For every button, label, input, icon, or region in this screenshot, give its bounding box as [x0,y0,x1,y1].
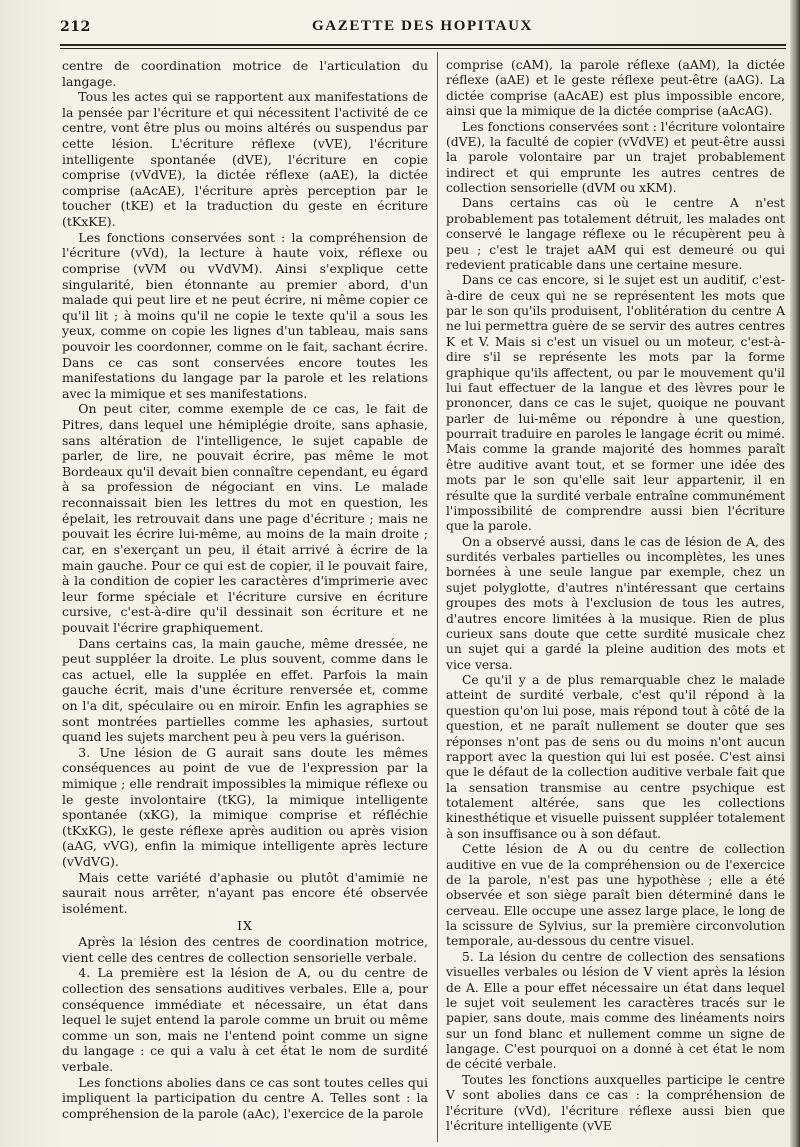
paragraph: Dans certains cas, la main gauche, même dressée, ne peut suppléer la droite. Le plus souvent, comme dans le cas actuel, elle la supplée en effet. Parfois la main gauche écrit, mais d'une écriture renversée et, comme on l'a dit, spéculaire ou en miroir. Enfin les agraphies se sont montrées partielles comme les aphasies, surtout quand les sujets marchent peu à peu vers la guérison. [62,635,428,745]
right-column [446,58,785,1134]
paragraph: 5. La lésion du centre de collection des sensations visuelles verbales ou lésion de V vient après la lésion de A. Elle a pour effet nécessaire un état dans lequel le sujet voit seulement les caractères tracés sur le papier, sans doute, mais comme des linéaments noirs sur un fond blanc et nullement comme un signe de langage. C'est pourquoi on a donné à cet état le nom de cécité verbale. [446,949,785,1072]
header-rule-thin [60,48,786,49]
paragraph: centre de coordination motrice de l'articulation du langage. [62,58,428,89]
paragraph: Ce qu'il y a de plus remarquable chez le malade atteint de surdité verbale, c'est qu'il répond à la question qu'on lui pose, mais répond tout à côté de la question, et ne paraît nullement se douter que ses réponses n'ont pas de sens ou du moins n'ont aucun rapport avec la question qui lui est posée. C'est ainsi que le défaut de la collection auditive verbale fait que la sensation transmise au centre psychique est totalement altérée, sans que les collections kinesthétique et visuelle puissent suppléer totalement à son insuffisance ou à son défaut. [446,673,785,841]
paragraph: Après la lésion des centres de coordination motrice, vient celle des centres de collection sensorielle verbale. [62,934,428,965]
paragraph: Tous les actes qui se rapportent aux manifestations de la pensée par l'écriture et qui nécessitent l'activité de ce centre, vont être plus ou moins altérés ou suspendus par cette lésion. L'écriture réflexe (vVE), l'écriture intelligente spontanée (dVE), l'écriture en copie comprise (vVdVE), la dictée réflexe (aAE), la dictée comprise (aAcAE), l'écriture après perception par le toucher (tKE) et la traduction du geste en écriture (tKxKE). [62,89,428,230]
paragraph: 4. La première est la lésion de A, ou du centre de collection des sensations auditives verbales. Elle a, pour conséquence immédiate et nécessaire, un état dans lequel le sujet entend la parole comme un bruit ou même comme un son, mais ne l'entend point comme un signe du langage : ce qui a valu à cet état le nom de surdité verbale. [62,965,428,1074]
header-rule [60,44,786,46]
page-header [60,14,785,40]
page-binding-edge [790,0,800,1147]
paragraph: On a observé aussi, dans le cas de lésion de A, des surdités verbales partielles ou incomplètes, les unes bornées à une seule langue par exemple, chez un sujet polyglotte, d'autres n'intéressant que certains groupes des mots à l'exclusion de tous les autres, d'autres encore limitées à la musique. Rien de plus curieux sans doute que cette surdité musicale chez un sujet qui a gardé la pleine audition des mots et vice versa. [446,534,785,672]
section-heading: IX [237,917,253,933]
paragraph: Dans ce cas encore, si le sujet est un auditif, c'est-à-dire de ceux qui ne se représentent les mots que par le son qu'ils produisent, l'oblitération du centre A ne lui permettra guère de se servir des autres centres K et V. Mais si c'est un visuel ou un moteur, c'est-à-dire s'il se représente les mots par la forme graphique qu'ils affectent, ou par le mouvement qu'il lui faut effectuer de la langue et des lèvres pour le prononcer, dans ce cas le sujet, quoique ne pouvant parler de lui-même ou répondre à une question, pourrait traduire en paroles le langage écrit ou mimé. Mais comme la grande majorité des hommes paraît être auditive avant tout, et se former une idée des mots par le son qu'elle sait leur appartenir, il en résulte que la surdité verbale entraîne communément l'impossibilité de comprendre aussi bien l'écriture que la parole. [446,273,785,534]
left-column [62,58,428,1121]
page-number: 212 [60,19,91,35]
paragraph: On peut citer, comme exemple de ce cas, le fait de Pitres, dans lequel une hémiplégie droite, sans aphasie, sans altération de l'intelligence, le sujet capable de parler, de lire, ne pouvait écrire, pas même le mot Bordeaux qu'il devait bien connaître cependant, eu égard à sa profession de négociant en vins. Le malade reconnaissait bien les lettres du mot en question, les épelait, les retrouvait dans une page d'écriture ; mais ne pouvait les écrire lui-même, au moins de la main droite ; car, en s'exerçant un peu, il était arrivé à écrire de la main gauche. Pour ce qui est de copier, il le pouvait faire, à la condition de copier les caractères d'imprimerie avec leur forme spéciale et l'écriture cursive en écriture cursive, c'est-à-dire qu'il dessinait son écriture et ne pouvait l'écrire graphiquement. [62,401,428,635]
journal-title: GAZETTE DES HOPITAUX [312,18,533,34]
paragraph: Mais cette variété d'aphasie ou plutôt d'amimie ne saurait nous arrêter, n'ayant pas encore été observée isolément. [62,869,428,916]
paragraph: Les fonctions abolies dans ce cas sont toutes celles qui impliquent la participation du centre A. Telles sont : la compréhension de la parole (aAc), l'exercice de la parole [62,1074,428,1121]
paragraph: Les fonctions conservées sont : la compréhension de l'écriture (vVd), la lecture à haute voix, réflexe ou comprise (vVM ou vVdVM). Ainsi s'explique cette singularité, bien étonnante au premier abord, d'un malade qui peut lire et ne peut écrire, ni même copier ce qu'il lit ; à moins qu'il ne copie le texte qu'il a sous les yeux, comme on copie les lignes d'un tableau, mais sans pouvoir les coordonner, comme on le fait, sachant écrire. Dans ce cas sont conservées encore toutes les manifestations du langage par la parole et les relations avec la mimique et ses manifestations. [62,229,428,401]
paragraph: Dans certains cas où le centre A n'est probablement pas totalement détruit, les malades ont conservé le langage réflexe ou le récupèrent peu à peu ; c'est le trajet aAM qui est demeuré ou qui redevient praticable dans une certaine mesure. [446,196,785,272]
paragraph: Cette lésion de A ou du centre de collection auditive en vue de la compréhension ou de l'exercice de la parole, n'est pas une hypothèse ; elle a été observée et son siège paraît bien déterminé dans le cerveau. Elle occupe une assez large place, le long de la scissure de Sylvius, sur la première circonvolution temporale, au-dessous du centre visuel. [446,842,785,949]
paragraph: Les fonctions conservées sont : l'écriture volontaire (dVE), la faculté de copier (vVdVE) et peut-être aussi la parole volontaire par un trajet probablement indirect et qui emprunte les autres centres de collection sensorielle (dVM ou xKM). [446,119,785,195]
column-divider [437,52,438,1142]
paragraph: 3. Une lésion de G aurait sans doute les mêmes conséquences au point de vue de l'expression par la mimique ; elle rendrait impossibles la mimique réflexe ou le geste involontaire (tKG), la mimique intelligente spontanée (xKG), la mimique comprise et réfléchie (tKxKG), le geste réflexe après audition ou après vision (aAG, vVG), enfin la mimique intelligente après lecture (vVdVG). [62,744,428,870]
paragraph: comprise (cAM), la parole réflexe (aAM), la dictée réflexe (aAE) et le geste réflexe peut-être (aAG). La dictée comprise (aAcAE) est plus impossible encore, ainsi que la mimique de la dictée comprise (aAcAG). [446,58,785,119]
paragraph: Toutes les fonctions auxquelles participe le centre V sont abolies dans ce cas : la compréhension de l'écriture (vVd), l'écriture réflexe aussi bien que l'écriture intelligente (vVE [446,1072,785,1133]
